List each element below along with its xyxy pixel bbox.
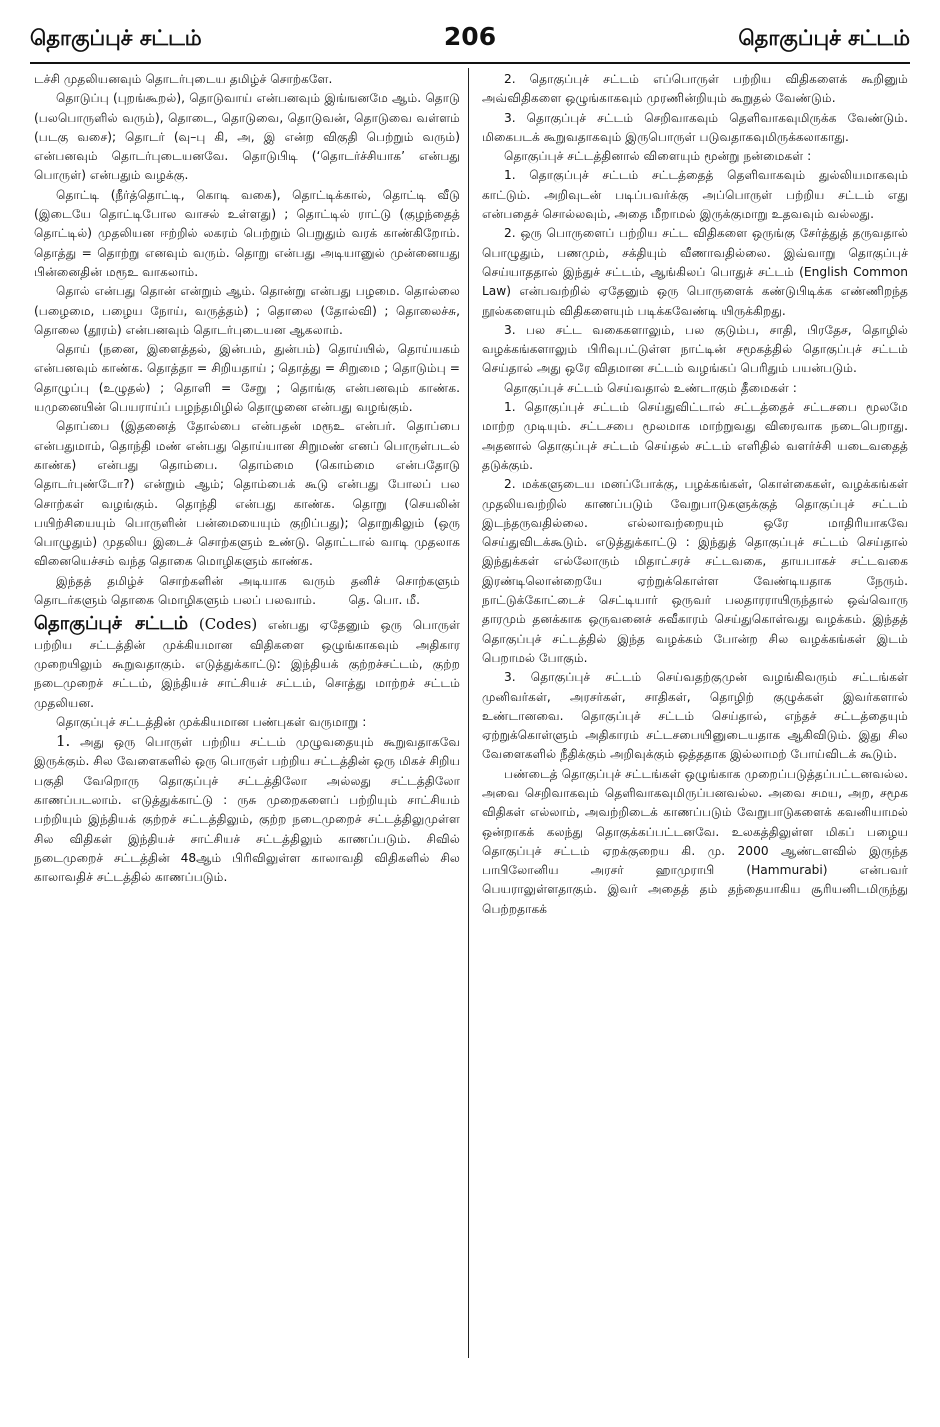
- paragraph: 2. ஒரு பொருளைப் பற்றிய சட்ட விதிகளை ஒருங்கு சேர்த்துத் தருவதால் பொழுதும், பணமும், சக்தியும் வீணாவதில்லை. இவ்வாறு தொகுப்புச் செய்யாததால் இந்துச் சட்டம், ஆங்கிலப் பொதுச் சட்டம் (English Common Law) என்பவற்றில் ஏதேனும் ஒரு பொருளைக் கண்டுபிடிக்க எண்ணிறந்த நூல்களையும் விதிகளையும் படிக்கவேண்டி யிருக்கிறது.: [482, 226, 908, 318]
- running-head-right: தொகுப்புச் சட்டம்: [738, 26, 910, 50]
- paragraph: தொப்பை (இதனைத் தோல்பை என்பதன் மரூஉ என்பர். தொப்பை என்பதுமாம், தொந்தி மண் என்பது தொய்யான சிறுமண் எனப் பொருள்படல் காண்க) என்பது தொம்பை. தொம்மை (கொம்மை என்பதோடு தொடர்புண்டோ?) என்றும் ஆம்; தொம்பைக் கூடு என்பது போலப் பல சொற்கள் வழங்கும். தொந்தி என்பது காண்க. தொறு (செயலின் பயிற்சியையும் பொருளின் பன்மையையும் குறிப்பது); தொறுகிலும் (ஒரு பொழுதும்) முதலிய இடைச் சொற்களும் உண்டு. தொட்டால் வாடி முதலாக வினையெச்சம் வந்த தொகை மொழிகளும் காண்க.: [34, 419, 460, 569]
- header-rule: [30, 62, 910, 64]
- point-number: 1.: [56, 732, 71, 751]
- paragraph: தொல் என்பது தொன் என்றும் ஆம். தொன்று என்பது பழமை. தொல்லை (பழைமை, பழைய நோய், வருத்தம்) ; தொலை (தோல்வி) ; தொலைச்சு, தொலை (தூரம்) என்பனவும் தொடர்புடையன ஆகலாம்.: [34, 284, 460, 337]
- paragraph: 1. தொகுப்புச் சட்டம் சட்டத்தைத் தெளிவாகவும் துல்லியமாகவும் காட்டும். அறிவுடன் படிப்பவர்க்கு அப்பொருள் பற்றிய சட்டம் எது என்பதைச் சொல்லவும், அதை மீறாமல் இருக்குமாறு உதவவும் வல்லது.: [482, 168, 908, 222]
- column-divider: [468, 68, 469, 1358]
- paragraph: 2. தொகுப்புச் சட்டம் எப்பொருள் பற்றிய விதிகளைக் கூறினும் அவ்விதிகளை ஒழுங்காகவும் முரணின்றியும் கூறுதல் வேண்டும்.: [482, 72, 908, 106]
- paragraph: தொட்டி (நீர்த்தொட்டி, கொடி வகை), தொட்டிக்கால், தொட்டி வீடு (இடையே தொட்டிபோல வாசல் உள்ளது) ; தொட்டில் ராட்டு (குழந்தைத் தொட்டில்) முதலியன ஈற்றில் லகரம் பெற்றும் பெறுதும் வரக் காண்கிறோம். தொத்து = தொற்று எனவும் வரும். தொறு என்பது அடியானுல் முன்னையது பின்னைதின் மரூஉ வாகலாம்.: [34, 187, 460, 279]
- entry-headword: தொகுப்புச் சட்டம்: [34, 613, 189, 635]
- paragraph: 2. மக்களுடைய மனப்போக்கு, பழக்கங்கள், கொள்கைகள், வழக்கங்கள் முதலியவற்றில் காணப்படும் வேறுபாடுகளுக்குத் தொகுப்புச் சட்டம் இடந்தருவதில்லை. எல்லாவற்றையும் ஒரே மாதிரியாகவே செய்துவிடக்கூடும். எடுத்துக்காட்டு : இந்துத் தொகுப்புச் சட்டம் செய்தால் இந்துக்கள் எல்லோரும் மிதாட்சரச் சட்டவகை, தாயபாகச் சட்டவகை இரண்டிலொன்றையே ஏற்றுக்கொள்ள வேண்டியதாக நேரும். நாட்டுக்கோட்டைச் செட்டியார் ஒருவர் பலதாரராயிருந்தால் ஒவ்வொரு தாரமும் தனக்காக ஒருவனைச் சுவீகாரம் செய்துகொள்வது வழக்கம். இந்தத் தொகுப்புச் சட்டத்தில் இந்த வழக்கம் போன்ற சில வழக்கங்கள் இடம் பெறாமல் போகும்.: [482, 477, 908, 665]
- paragraph: தொகுப்புச் சட்டத்தினால் விளையும் மூன்று நன்மைகள் :: [504, 149, 812, 164]
- numbered-point: [34, 732, 460, 887]
- paragraph: தொகுப்புச் சட்டத்தின் முக்கியமான பண்புகள் வருமாறு :: [56, 714, 367, 729]
- paragraph: 3. தொகுப்புச் சட்டம் செய்வதற்குமுன் வழங்கிவரும் சட்டங்கள் முனிவர்கள், அரசர்கள், சாதிகள், தொழிற் குழுக்கள் இவர்களால் உண்டானவை. தொகுப்புச் சட்டம் செய்தால், எந்தச் சட்டத்தையும் ஏற்றுக்கொள்ளும் அதிகாரம் சட்டசபையினுடையதாக ஆகிவிடும். இது சில வேளைகளில் நீதிக்கும் அறிவுக்கும் ஒத்ததாக இல்லாமற் போய்விடக் கூடும்.: [482, 670, 908, 762]
- page-number: 206: [443, 22, 497, 51]
- entry-paragraph: [34, 614, 460, 712]
- paragraph: 3. தொகுப்புச் சட்டம் செறிவாகவும் தெளிவாகவுமிருக்க வேண்டும். மிகைபடக் கூறுவதாகவும் இருபொருள் படுவதாகவுமிருக்கலாகாது.: [482, 110, 908, 144]
- entry-text: என்பது ஏதேனும் ஒரு பொருள் பற்றிய சட்டத்தின் முக்கியமான விதிகளை ஒழுங்காகவும் அதிகார முறையிலும் கூறுவதாகும். எடுத்துக்காட்டு: இந்தியக் குற்றச்சட்டம், குற்ற நடைமுறைச் சட்டம், இந்தியச் சாட்சியச் சட்டம், சொத்து மாற்றச் சட்டம் முதலியன.: [34, 618, 460, 710]
- paragraph: டச்சி முதலியனவும் தொடர்புடைய தமிழ்ச் சொற்களே.: [34, 72, 333, 86]
- left-column: [34, 70, 460, 1360]
- paragraph: தொகுப்புச் சட்டம் செய்வதால் உண்டாகும் தீமைகள் :: [504, 380, 797, 395]
- paragraph: 1. தொகுப்புச் சட்டம் செய்துவிட்டால் சட்டத்தைச் சட்டசபை மூலமே மாற்ற முடியும். சட்டசபை மூலமாக மாற்றுவது விரைவாக நடைபெறாது. அதனால் தொகுப்புச் சட்டம் செய்தல் சட்டம் எளிதில் வளர்ச்சி யடைவதைத் தடுக்கும்.: [482, 400, 908, 472]
- running-head-left: தொகுப்புச் சட்டம்: [30, 26, 202, 50]
- author-signature: தெ. பொ. மீ.: [348, 593, 420, 608]
- paragraph: இந்தத் தமிழ்ச் சொற்களின் அடியாக வரும் தனிச் சொற்களும் தொடர்களும் தொகை மொழிகளும் பலப் பலவாம்.: [34, 573, 460, 608]
- point-text: அது ஒரு பொருள் பற்றிய சட்டம் முழுவதையும் கூறுவதாகவே இருக்கும். சில வேளைகளில் ஒரு பொருள் பற்றிய சட்டத்தின் ஒரு மிகச் சிறிய பகுதி வேறொரு தொகுப்புச் சட்டத்திலோ அல்லது சட்டத்திலோ காணப்படலாம். எடுத்துக்காட்டு : ருசு முறைகளைப் பற்றியும் சாட்சியம் பற்றியும் இந்தியக் குற்றச் சட்டத்திலும், குற்ற நடைமுறைச் சட்டத்திலுமுள்ள சில விதிகள் இந்தியச் சாட்சியச் சட்டத்திலும் காணப்படும். சிவில் நடைமுறைச் சட்டத்தின் 48ஆம் பிரிவிலுள்ள காலாவதி விதிகளில் சில காலாவதிச் சட்டத்தில் காணப்படும்.: [34, 735, 460, 885]
- paragraph: தொடுப்பு (புறங்கூறல்), தொடுவாய் என்பனவும் இங்ஙனமே ஆம். தொடு (பலபொருளில் வரும்), தொடை, தொடுவை, தொடுவன், தொடுவை வள்ளம் (படகு வசை); தொடர் (வு–பு கி, அ, இ என்ற விகுதி பெற்றும் வரும்) என்பனவும் தொடர்புடையனவே. தொடுபிடி (‘தொடர்ச்சியாக’ என்பது பொருள்) என்பதும் வழக்கு.: [34, 91, 460, 183]
- right-column: [482, 70, 908, 1360]
- paragraph: பண்டைத் தொகுப்புச் சட்டங்கள் ஒழுங்காக முறைப்படுத்தப்பட்டனவல்ல. அவை செறிவாகவும் தெளிவாகவுமிருப்பனவல்ல. அவை சமய, அற, சமூக விதிகள் எல்லாம், அவற்றிடைக் காணப்படும் வேறுபாடுகளைக் கவனியாமல் ஒன்றாகக் கலந்து தொகுக்கப்பட்டனவே. உலகத்திலுள்ள மிகப் பழைய தொகுப்புச் சட்டம் ஏறக்குறைய கி. மு. 2000 ஆண்டளவில் இருந்த பாபிலோனிய அரசர் ஹாமுராபி (Hammurabi) என்பவர் பெயராலுள்ளதாகும். இவர் அதைத் தம் தந்தையாகிய சூரியனிடமிருந்து பெற்றதாகக்: [482, 766, 908, 916]
- entry-english-term: (Codes): [198, 615, 258, 634]
- page-header: [30, 20, 910, 64]
- paragraph: தொய் (நனை, இளைத்தல், இன்பம், துன்பம்) தொய்யில், தொய்யகம் என்பனவும் காண்க. தொத்தா = சிறியதாய் ; தொத்து = சிறுமை ; தொடும்பு = தொழுப்பு (உழுதல்) ; தொளி = சேறு ; தொங்கு என்பனவும் காண்க. யமுனையின் பெயராய்ப் பழந்தமிழில் தொழுனை என்பது வழங்கும்.: [34, 342, 460, 415]
- paragraph: 3. பல சட்ட வகைகளாலும், பல குடும்ப, சாதி, பிரதேச, தொழில் வழக்கங்களாலும் பிரிவுபட்டுள்ள நாட்டின் சமூகத்தில் தொகுப்புச் சட்டம் செய்தால் அது ஒரே விதமான சட்டம் வழங்கப் பெரிதும் பயன்படும்.: [482, 322, 908, 376]
